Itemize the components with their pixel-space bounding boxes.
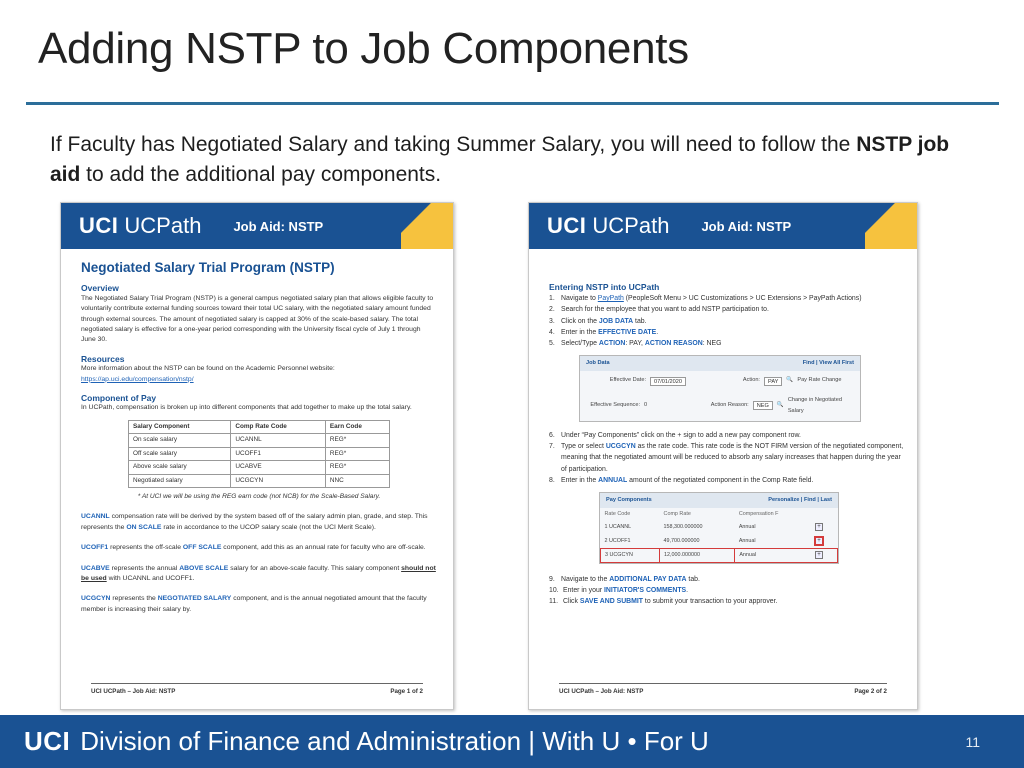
step7-highlight: UCGCYN <box>605 443 636 451</box>
step-3: 3. Click on the JOB DATA tab. <box>549 317 647 325</box>
table-cell: REG* <box>325 447 389 460</box>
search-icon[interactable]: 🔍 <box>776 402 784 409</box>
ucabve-underline: should not be used <box>81 564 436 582</box>
action-label: Action: <box>742 377 760 384</box>
search-icon[interactable]: 🔍 <box>786 377 794 384</box>
footer-banner <box>0 715 1024 768</box>
pc-cell[interactable]: 49,700.000000 <box>663 537 700 544</box>
step4-post: . <box>656 328 659 336</box>
step-6: 6. Under “Pay Components” click on the + sign to add a new pay component row. <box>549 430 905 441</box>
entering-nstp-heading: Entering NSTP into UCPath <box>549 282 660 292</box>
salary-component-table <box>128 420 390 488</box>
pay-components-table <box>600 508 838 563</box>
slide-title: Adding NSTP to Job Components <box>38 24 689 73</box>
step5-mid2: : NEG <box>702 340 722 348</box>
pay-components-nav[interactable]: Personalize | Find | Last <box>768 497 832 504</box>
ucoff1-code: UCOFF1 <box>81 544 109 552</box>
banner-uci-logo: UCI <box>24 726 71 756</box>
table-cell: NNC <box>325 474 389 487</box>
pc-cell: Annual <box>738 537 756 544</box>
table-row <box>601 535 838 549</box>
job-data-panel <box>579 355 861 422</box>
step-8: 8. Enter in the ANNUAL amount of the negotiated component in the Comp Rate field. <box>549 476 814 484</box>
ucgcyn-paragraph <box>81 594 437 615</box>
ucannl-paragraph <box>81 512 437 533</box>
step-10: 10. Enter in your INITIATOR'S COMMENTS. <box>549 587 689 595</box>
step-9: 9. Navigate to the ADDITIONAL PAY DATA tab. <box>549 576 700 584</box>
add-row-icon[interactable]: + <box>815 537 823 545</box>
table-header: Salary Component <box>129 420 231 433</box>
uci-logo: UCI <box>547 213 587 238</box>
ucgcyn-text-a: represents the <box>110 595 158 603</box>
eff-date-input[interactable]: 07/01/2020 <box>650 377 686 386</box>
step4-pre: Enter in the <box>561 328 599 336</box>
table-row <box>129 434 390 447</box>
table-header: Earn Code <box>325 420 389 433</box>
table-row <box>129 461 390 474</box>
table-row <box>129 447 390 460</box>
pc-cell: 2 UCOFF1 <box>604 537 631 544</box>
step-2: 2. Search for the employee that you want to add NSTP participation to. <box>549 304 905 315</box>
reason-desc: Change in Negotiated Salary <box>787 396 842 414</box>
banner-division-text: Division of Finance and Administration | With U • For U <box>80 726 709 756</box>
resources-heading: Resources <box>81 353 125 364</box>
table-row <box>601 548 838 562</box>
step3-highlight: JOB DATA <box>598 317 634 325</box>
step5-highlight-reason: ACTION REASON <box>644 340 703 348</box>
table-cell: UCOFF1 <box>231 447 326 460</box>
title-divider <box>26 102 999 105</box>
step7-pre: Type or select <box>561 443 606 451</box>
step7-post: as the rate code. This rate code is the NOT FIRM version of the negotiated component, meaning that the negotiated amount will be reduced to absorb any salary increases that happen during the year of participation. <box>561 443 904 473</box>
step1-pre: Navigate to <box>561 295 598 303</box>
step10-pre: Enter in your <box>563 587 604 595</box>
job-data-row-2 <box>580 391 860 421</box>
ucannl-text-b: rate in accordance to the UCOP salary scale (not the UCI Merit Scale). <box>161 523 376 531</box>
step11-post: to submit your transaction to your approver. <box>643 598 778 606</box>
job-data-row-1 <box>580 371 860 390</box>
pc-cell[interactable]: 3 UCGCYN <box>601 548 660 562</box>
pay-components-panel <box>599 492 839 564</box>
table-header: Comp Rate Code <box>231 420 326 433</box>
ucannl-code: UCANNL <box>81 513 110 521</box>
doc1-footer <box>91 683 423 695</box>
step11-pre: Click <box>563 598 580 606</box>
job-data-nav[interactable]: Find | View All First <box>802 360 854 367</box>
step-5: 5. Select/Type ACTION: PAY, ACTION REASON: NEG <box>549 340 722 348</box>
intro-post: to add the additional pay components. <box>80 163 442 186</box>
ucgcyn-code: UCGCYN <box>81 595 111 603</box>
doc1-job-aid-label: Job Aid: NSTP <box>233 218 324 234</box>
intro-text <box>50 130 950 190</box>
step8-pre: Enter in the <box>561 476 599 484</box>
step2-text: Search for the employee that you want to add NSTP participation to. <box>561 306 769 314</box>
ucannl-text-a: compensation rate will be derived by the system based off of the salary admin plan, grade, and step. This represents the <box>81 513 428 531</box>
intro-bold: NSTP job aid <box>50 133 950 186</box>
step10-post: . <box>686 587 689 595</box>
step11-highlight: SAVE AND SUBMIT <box>579 598 644 606</box>
pc-cell[interactable]: 12,000.000000 <box>660 548 735 562</box>
resources-link[interactable]: https://ap.uci.edu/compensation/nstp/ <box>81 375 194 383</box>
ucgcyn-highlight: NEGOTIATED SALARY <box>157 595 232 603</box>
step4-highlight: EFFECTIVE DATE <box>598 328 657 336</box>
ucannl-highlight: ON SCALE <box>126 523 162 531</box>
ucabve-text-b: salary for an above-scale faculty. This salary component <box>228 564 402 572</box>
ucabve-highlight: ABOVE SCALE <box>179 564 229 572</box>
slide-page-number: 11 <box>965 734 980 750</box>
table-cell: Off scale salary <box>129 447 231 460</box>
step8-highlight: ANNUAL <box>598 476 628 484</box>
job-data-header <box>580 356 860 371</box>
ucpath-logo: UCPath <box>124 213 202 238</box>
pc-header: Compensation F <box>738 511 779 518</box>
header-accent <box>401 203 453 249</box>
doc2-header <box>529 203 917 249</box>
step-11: 11. Click SAVE AND SUBMIT to submit your transaction to your approver. <box>549 598 778 606</box>
step-1: 1. Navigate to PayPath (PeopleSoft Menu > UC Customizations > UC Extensions > PayPath Actions) <box>549 295 862 303</box>
step9-pre: Navigate to the <box>561 576 610 584</box>
ucabve-code: UCABVE <box>81 564 110 572</box>
pc-cell: Annual <box>739 551 757 558</box>
pc-cell: Annual <box>738 524 756 531</box>
doc2-page-number: Page 2 of 2 <box>854 688 887 695</box>
overview-heading: Overview <box>81 283 119 294</box>
pay-components-header <box>600 493 838 508</box>
table-cell: UCANNL <box>231 434 326 447</box>
eff-date-label: Effective Date: <box>609 377 646 384</box>
ucabve-paragraph <box>81 564 437 585</box>
ucpath-logo: UCPath <box>592 213 670 238</box>
table-note: * At UCI we will be using the REG earn code (not NCB) for the Scale-Based Salary. <box>137 492 381 500</box>
eff-seq-value: 0 <box>644 402 648 409</box>
ucoff1-text-b: component, add this as an annual rate for faculty who are off-scale. <box>221 544 426 552</box>
pc-cell: 1 UCANNL <box>604 524 632 531</box>
step9-post: tab. <box>686 576 700 584</box>
step10-highlight: INITIATOR'S COMMENTS <box>603 587 687 595</box>
pc-cell[interactable]: 158,300.000000 <box>663 524 703 531</box>
step6-text: Under “Pay Components” click on the + sign to add a new pay component row. <box>561 432 801 440</box>
ucoff1-text-a: represents the off-scale <box>108 544 183 552</box>
ucoff1-highlight: OFF SCALE <box>182 544 222 552</box>
action-desc: Pay Rate Change <box>797 377 842 384</box>
table-cell: REG* <box>325 434 389 447</box>
doc1-footer-left: UCI UCPath – Job Aid: NSTP <box>91 688 176 695</box>
ucoff1-paragraph <box>81 543 437 553</box>
paypath-link[interactable]: PayPath <box>597 295 624 303</box>
component-heading: Component of Pay <box>81 393 157 404</box>
header-accent <box>865 203 917 249</box>
job-aid-page-2 <box>528 202 918 710</box>
step-4: 4. Enter in the EFFECTIVE DATE. <box>549 328 659 336</box>
ucabve-text-a: represents the annual <box>109 564 180 572</box>
job-data-title: Job Data <box>586 360 610 367</box>
eff-seq-label: Effective Sequence: <box>590 402 641 409</box>
reason-input[interactable]: NEG <box>753 401 773 410</box>
doc2-footer-left: UCI UCPath – Job Aid: NSTP <box>559 688 644 695</box>
table-header-row <box>129 420 390 433</box>
table-row <box>129 474 390 487</box>
doc1-title: Negotiated Salary Trial Program (NSTP) <box>81 260 335 275</box>
step8-post: amount of the negotiated component in the Comp Rate field. <box>627 476 814 484</box>
step5-mid1: : PAY, <box>625 340 645 348</box>
table-cell: UCABVE <box>231 461 326 474</box>
table-cell: REG* <box>325 461 389 474</box>
doc2-job-aid-label: Job Aid: NSTP <box>701 218 792 234</box>
table-row <box>601 521 838 534</box>
resources-text: More information about the NSTP can be found on the Academic Personnel website: <box>81 365 335 373</box>
ucgcyn-text-b: component, and is the annual negotiated amount that the faculty member is increasing their salary by. <box>81 595 427 613</box>
step3-pre: Click on the <box>561 317 599 325</box>
doc2-body <box>549 277 905 608</box>
add-row-icon[interactable]: + <box>815 551 823 559</box>
step5-pre: Select/Type <box>561 340 599 348</box>
doc1-page-number: Page 1 of 2 <box>390 688 423 695</box>
overview-text: The Negotiated Salary Trial Program (NSTP) is a general campus negotiated salary plan that allows eligible faculty to voluntarily contribute external funding sources toward their total UC salary, with the negotiated salary amount funded through external sources. The amount of negotiated salary is capped at 30% of the scale-based salary. The total negotiated salary is effective for a one-year period corresponding with the University fiscal cycle of July 1 through June 30. <box>81 294 434 344</box>
pc-header-row <box>601 508 838 521</box>
table-cell: On scale salary <box>129 434 231 447</box>
intro-pre: If Faculty has Negotiated Salary and taking Summer Salary, you will need to follow the <box>50 133 857 156</box>
table-cell: Above scale salary <box>129 461 231 474</box>
reason-label: Action Reason: <box>710 402 749 409</box>
add-row-icon[interactable]: + <box>815 523 823 531</box>
component-text: In UCPath, compensation is broken up into different components that add together to make up the total salary. <box>81 404 412 412</box>
pc-header: Rate Code <box>604 511 631 518</box>
table-cell: UCGCYN <box>231 474 326 487</box>
uci-logo: UCI <box>79 213 119 238</box>
table-cell: Negotiated salary <box>129 474 231 487</box>
pc-header: Comp Rate <box>663 511 691 518</box>
doc1-body <box>81 260 437 615</box>
pay-components-title: Pay Components <box>606 497 652 504</box>
step9-highlight: ADDITIONAL PAY DATA <box>609 576 687 584</box>
doc1-header <box>61 203 453 249</box>
doc2-footer <box>559 683 887 695</box>
job-aid-page-1 <box>60 202 454 710</box>
action-input[interactable]: PAY <box>764 377 782 386</box>
step3-post: tab. <box>633 317 647 325</box>
ucabve-text-c: with UCANNL and UCOFF1. <box>106 574 195 582</box>
step5-highlight-action: ACTION <box>598 340 626 348</box>
step-7: 7. Type or select UCGCYN as the rate code. This rate code is the NOT FIRM version of the negotiated component, meaning that the negotiated amount will be reduced to absorb any salary increases that happen during the year of participation. <box>549 443 904 473</box>
step1-post: (PeopleSoft Menu > UC Customizations > UC Extensions > PayPath Actions) <box>623 295 862 303</box>
